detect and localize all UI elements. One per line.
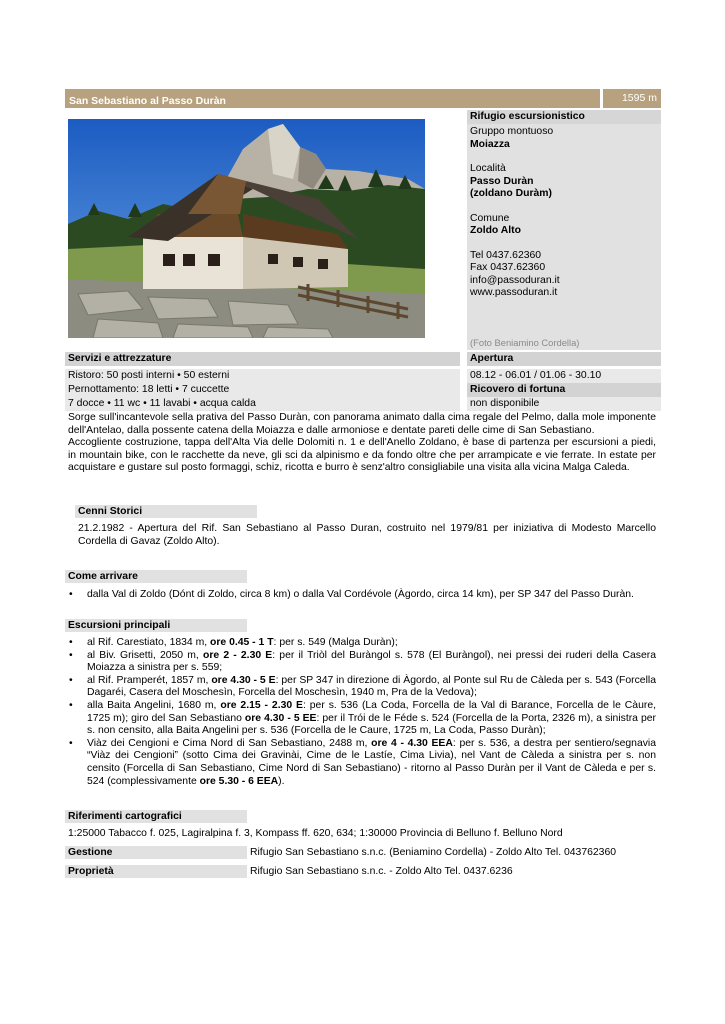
phone: Tel 0437.62360 <box>470 249 542 261</box>
bullet-icon: • <box>69 649 73 661</box>
bullet-icon: • <box>69 674 73 686</box>
excursions-heading: Escursioni principali <box>65 619 247 632</box>
ownership-value: Rifugio San Sebastiano s.n.c. - Zoldo Alto Tel. 0437.6236 <box>250 866 513 877</box>
description-paragraph: Accogliente costruzione, tappa dell'Alta Via delle Dolomiti n. 1 e dell'Anello Zoldano, è base di partenza per escursioni a piedi, in mountain bike, con le racchette da neve, gli sci da alpinismo e da fondo oltre che per arrampicate e vie ferrate. In estate per acquistare e gustare sul posto formaggi, schiz, ricotta e burro è senz'altro consigliabile una visita alla vicina Malga Caleda. <box>68 437 656 473</box>
history-text: 21.2.1982 - Apertura del Rif. San Sebastiano al Passo Duran, costruito nel 1979/81 per iniziativa di Modesto Marcello Cordella di Gavaz (Zoldo Alto). <box>78 523 656 547</box>
place-value: Passo Duràn <box>470 175 534 187</box>
group-value: Moiazza <box>470 138 510 150</box>
excursion-time: ore 4.30 - 5 E <box>211 674 276 686</box>
excursion-text: alla Baita Angelini, 1680 m, <box>87 699 221 711</box>
comune-label: Comune <box>470 212 510 224</box>
description <box>68 412 656 475</box>
hut-type: Rifugio escursionistico <box>467 110 661 124</box>
bullet-icon: • <box>69 699 73 711</box>
excursion-text: : per il Trói de le Féde s. 524 (Forcella de la Porta, 2326 m), a sinistra per s. non censito, alla Baita Angelini per s. 536 (Forcella de le Caure, 1725 m, La Coda, Passo Duràn); <box>87 712 656 737</box>
excursion-time: ore 5.30 - 6 EEA <box>199 775 279 787</box>
list-item <box>65 675 656 700</box>
management-value: Rifugio San Sebastiano s.n.c. (Beniamino Cordella) - Zoldo Alto Tel. 043762360 <box>250 847 617 858</box>
history-heading: Cenni Storici <box>75 505 257 518</box>
maps-text: 1:25000 Tabacco f. 025, Lagiralpina f. 3, Kompass ff. 620, 634; 1:30000 Provincia di Belluno f. Belluno Nord <box>68 828 563 839</box>
fax: Fax 0437.62360 <box>470 262 546 273</box>
excursion-time: ore 4.30 - 5 EE <box>244 712 317 724</box>
excursion-text: : per s. 549 (Malga Duràn); <box>273 637 398 648</box>
list-item <box>65 700 656 738</box>
services-row: Ristoro: 50 posti interni • 50 esterni <box>65 369 460 383</box>
arrival-list <box>65 589 656 602</box>
opening-heading: Apertura <box>467 352 661 366</box>
excursion-time: ore 2 - 2.30 E <box>202 649 273 661</box>
list-item <box>65 589 656 602</box>
page-title: San Sebastiano al Passo Duràn <box>65 89 600 108</box>
excursions-list <box>65 637 656 788</box>
excursion-text: : per s. 536 (La Coda, Forcella de la Val di Barance, Forcella de le Càure, 1725 m); giro del San Sebastiano <box>87 699 656 724</box>
excursion-text: Viàz dei Cengioni e Cima Nord di San Sebastiano, 2488 m, <box>87 737 372 749</box>
ownership-heading: Proprietà <box>65 865 247 878</box>
excursion-text: ). <box>278 775 285 787</box>
info-panel <box>467 110 661 350</box>
excursion-time: ore 4 - 4.30 EEA <box>371 737 453 749</box>
bullet-icon: • <box>69 637 73 648</box>
excursion-text: : per s. 536, a destra per sentiero/segnavia “Viàz dei Cengioni” (sotto Cima dei Gravinài, Cime de le Lastíe, Cima Livia), nel Vant de Càleda a sinistra per s. non censito (Forcella di San Sebastiano, Cime Nord di San Sebastiano) - ritorno al Passo Duràn per il Vant de Càleda e per s. 524 (complessivamente <box>87 737 657 787</box>
altitude-badge: 1595 m <box>603 89 661 108</box>
group-label: Gruppo montuoso <box>470 126 554 137</box>
arrival-text: dalla Val di Zoldo (Dónt di Zoldo, circa 8 km) o dalla Val Cordévole (Àgordo, circa 14 km), per SP 347 del Passo Duràn. <box>87 589 634 600</box>
excursion-text: al Biv. Grisetti, 2050 m, <box>87 649 203 661</box>
arrival-heading: Come arrivare <box>65 570 247 583</box>
website-link[interactable]: www.passoduran.it <box>470 287 558 298</box>
excursion-text: : per il Triòl del Buràngol s. 578 (El Buràngol), nei pressi dei ruderi della Casera Moiazza a sinistra per s. 559; <box>87 649 656 674</box>
excursion-text: al Rif. Carestiato, 1834 m, <box>87 637 211 648</box>
shelter-heading: Ricovero di fortuna <box>467 383 661 397</box>
management-heading: Gestione <box>65 846 247 859</box>
photo-credit: (Foto Beniamino Cordella) <box>470 337 580 348</box>
comune-value: Zoldo Alto <box>470 225 521 236</box>
place-label: Località <box>470 163 506 174</box>
email-link[interactable]: info@passoduran.it <box>470 274 560 286</box>
place-value-local: (zoldano Duràm) <box>470 188 552 199</box>
excursion-text: al Rif. Pramperét, 1857 m, <box>87 674 212 686</box>
list-item <box>65 637 656 650</box>
description-paragraph: Sorge sull'incantevole sella prativa del Passo Duràn, con panorama animato dalla cima regale del Pelmo, dalla mole imponente dell'Antelao, dalla possente catena della Moiazza e dalle armoniose e dentate pareti delle cime di San Sebastiano. <box>68 412 656 436</box>
list-item <box>65 650 656 675</box>
services-row: Pernottamento: 18 letti • 7 cuccette <box>65 383 460 397</box>
services-heading: Servizi e attrezzature <box>65 352 460 366</box>
maps-heading: Riferimenti cartografici <box>65 810 247 823</box>
excursion-text: : per SP 347 in direzione di Àgordo, al Ponte sul Ru de Càleda per s. 543 (Forcella Dagaréi, Casera del Moschesìn, Forcella del Moschesìn, 1940 m, Pra de la Vedova); <box>87 674 656 699</box>
services-row: 7 docce • 11 wc • 11 lavabi • acqua calda <box>65 397 460 411</box>
excursion-time: ore 2.15 - 2.30 E <box>220 699 303 711</box>
excursion-time: ore 0.45 - 1 T <box>210 637 274 648</box>
shelter-value: non disponibile <box>467 397 661 411</box>
opening-dates: 08.12 - 06.01 / 01.06 - 30.10 <box>467 369 661 383</box>
bullet-icon: • <box>69 589 73 600</box>
bullet-icon: • <box>69 737 73 749</box>
hut-photo <box>68 119 425 338</box>
list-item <box>65 738 656 788</box>
hut-photo-image <box>68 119 425 338</box>
